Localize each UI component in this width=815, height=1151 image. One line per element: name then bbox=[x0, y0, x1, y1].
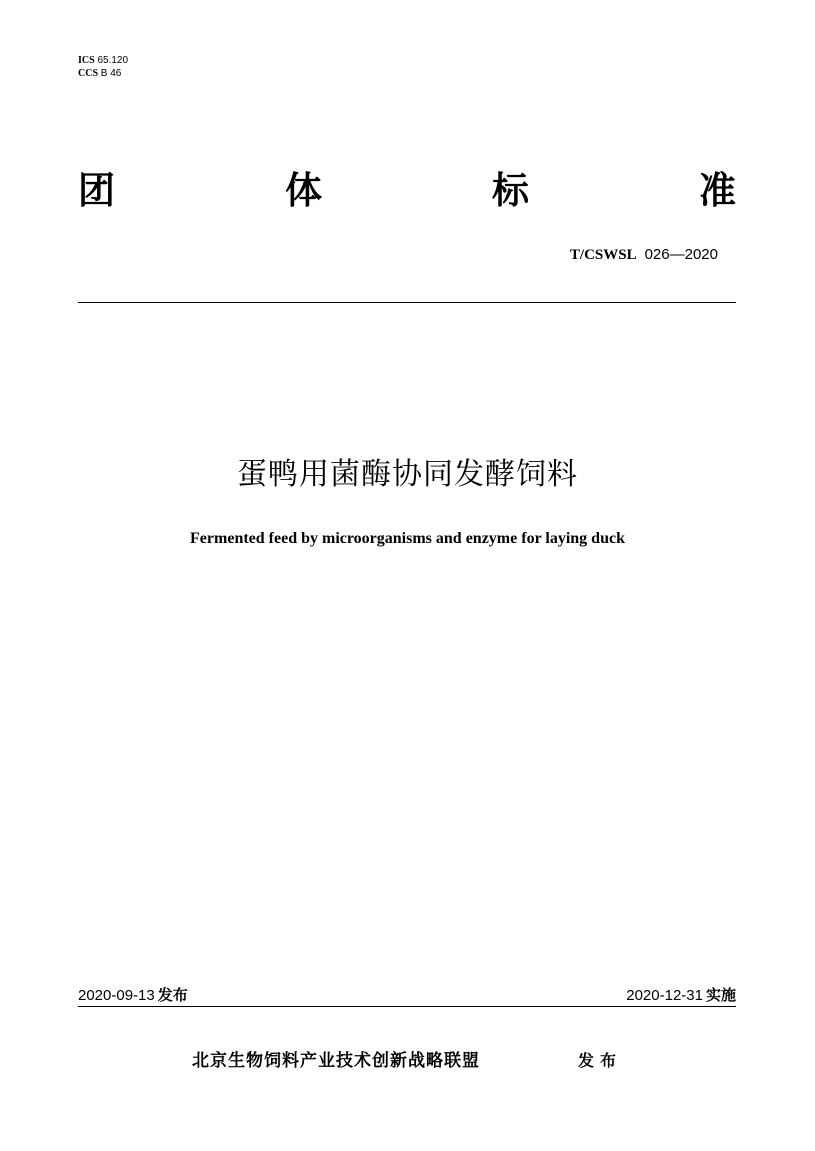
ccs-label: CCS bbox=[78, 68, 99, 79]
standard-type-char: 标 bbox=[492, 169, 529, 212]
implementation-date-label: 实施 bbox=[705, 986, 736, 1004]
footer-divider bbox=[78, 1006, 736, 1007]
issue-date-value: 2020-09-13 bbox=[78, 987, 155, 1004]
publisher-name: 北京生物饲料产业技术创新战略联盟 bbox=[192, 1051, 480, 1071]
standard-type-char: 体 bbox=[285, 169, 322, 212]
standard-code-prefix: T/CSWSL bbox=[569, 247, 637, 263]
implementation-date-value: 2020-12-31 bbox=[626, 987, 703, 1004]
standard-code-number: 026—2020 bbox=[644, 246, 718, 263]
ics-label: ICS bbox=[78, 55, 95, 66]
issue-date bbox=[78, 984, 188, 1005]
issue-date-label: 发布 bbox=[157, 986, 188, 1004]
standard-type-char: 准 bbox=[699, 169, 736, 212]
header-divider bbox=[78, 302, 736, 303]
classification-block bbox=[78, 54, 128, 80]
ics-value: 65.120 bbox=[97, 55, 129, 66]
ics-line bbox=[78, 54, 128, 67]
standard-type-heading bbox=[78, 166, 736, 216]
implementation-date bbox=[626, 984, 736, 1005]
ccs-value: B 46 bbox=[100, 68, 122, 79]
publish-label: 发布 bbox=[578, 1051, 623, 1070]
document-title-english: Fermented feed by microorganisms and enzyme for laying duck bbox=[190, 530, 625, 547]
ccs-line bbox=[78, 67, 128, 80]
document-title-chinese: 蛋鸭用菌酶协同发酵饲料 bbox=[237, 457, 578, 492]
standard-code bbox=[570, 245, 718, 264]
standard-type-char: 团 bbox=[78, 169, 115, 212]
